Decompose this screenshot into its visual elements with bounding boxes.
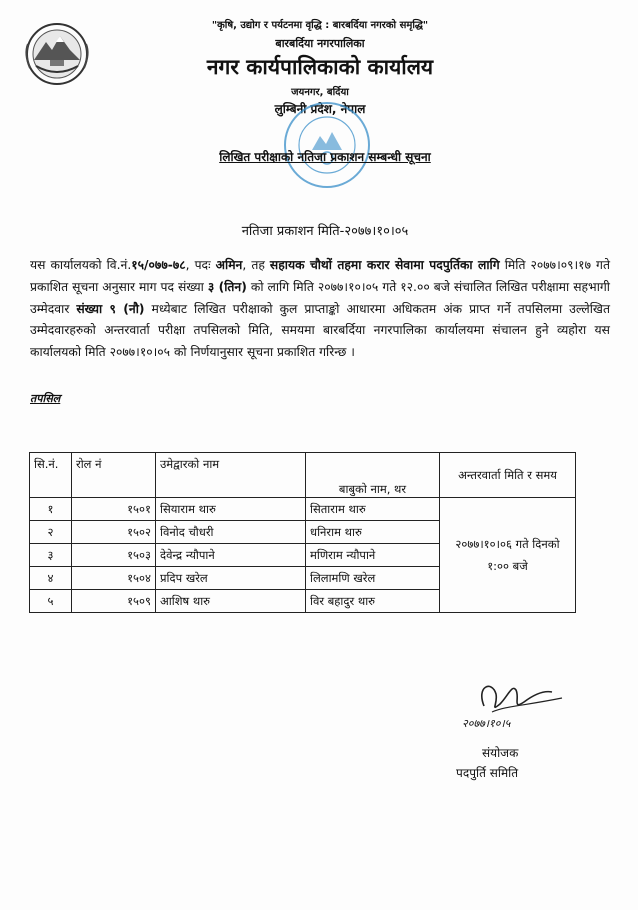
header-roll: रोल नं [72, 453, 156, 498]
cell-candidate-name: आशिष थारु [156, 590, 306, 613]
header-candidate-name: उमेद्वारको नाम [156, 453, 306, 498]
cell-roll: १५०१ [72, 498, 156, 521]
cell-roll: १५०४ [72, 567, 156, 590]
cell-serial: ५ [30, 590, 72, 613]
cell-roll: १५०३ [72, 544, 156, 567]
cell-father-name: लिलामणि खरेल [306, 567, 440, 590]
candidate-count: संख्या ९ (नौ) [76, 301, 145, 316]
post-name: अमिन [215, 258, 243, 272]
official-stamp [282, 100, 372, 190]
post-level: सहायक चौथों तहमा करार सेवामा पदपुर्तिका लागि [269, 258, 500, 272]
cell-serial: ३ [30, 544, 72, 567]
cell-candidate-name: सियाराम थारु [156, 498, 306, 521]
office-address: जयनगर, बर्दिया [291, 87, 349, 98]
candidate-table [29, 452, 576, 613]
notice-number: १५/०७७-७८ [131, 258, 186, 272]
motto: "कृषि, उद्योग र पर्यटनमा वृद्धि : बारबर्दिया नगरको समृद्धि" [211, 20, 429, 31]
province-name: लुम्बिनी प्रदेश, नेपाल [274, 102, 366, 116]
interview-time: १:०० बजे [487, 559, 528, 573]
signature-date: २०७७।१०।५ [462, 717, 511, 730]
table-row [30, 498, 576, 521]
signatory-title: संयोजक [482, 746, 519, 760]
header-serial: सि.नं. [30, 453, 72, 498]
table-header-row [30, 453, 576, 498]
government-emblem-icon [20, 20, 94, 88]
committee-name: पदपुर्ति समिति [456, 766, 519, 780]
cell-serial: ४ [30, 567, 72, 590]
header-father-name: बाबुको नाम, थर [306, 453, 440, 498]
cell-candidate-name: देवेन्द्र न्यौपाने [156, 544, 306, 567]
notice-body [30, 255, 610, 364]
body-text-2: , पदः [185, 258, 211, 272]
body-text-4: मिति २०७७।०९।१७ गते प्रकाशित सूचना अनुसार माग पद संख्या [30, 258, 610, 294]
body-text-3: , तह [242, 258, 265, 272]
vacancy-count: ३ (तिन) [207, 279, 247, 294]
cell-serial: २ [30, 521, 72, 544]
cell-candidate-name: विनोद चौधरी [156, 521, 306, 544]
cell-father-name: विर बहादुर थारु [306, 590, 440, 613]
details-label: तपसिल [30, 392, 61, 405]
cell-serial: १ [30, 498, 72, 521]
office-title: नगर कार्यपालिकाको कार्यालय [206, 54, 434, 79]
cell-interview-schedule [440, 498, 576, 613]
notice-subject: लिखित परीक्षाको नतिजा प्रकाशन सम्बन्धी सूचना [219, 150, 431, 164]
body-text-5: को लागि मिति २०७७।१०।०५ गते १२.०० बजे संचालित लिखित परीक्षामा सहभागी उम्मेदवार [30, 279, 610, 316]
body-text-6: मध्येबाट लिखित परीक्षाको कुल प्राप्ताङ्को आधारमा अधिकतम अंक प्राप्त गर्ने तपसिलमा उल्लेखित उम्मेदवारहरुको अन्तरवार्ता परीक्षा तपसिलको मिति, समयमा बारबर्दिया नगरपालिका कार्यालयमा संचालन हुने व्यहोरा यस कार्यालयको मिति २०७७।१०।०५ को निर्णयानुसार सूचना प्रकाशित गरिन्छ । [30, 301, 610, 360]
cell-father-name: सिताराम थारु [306, 498, 440, 521]
cell-father-name: मणिराम न्यौपाने [306, 544, 440, 567]
interview-date: २०७७।१०।०६ गते दिनको [455, 537, 560, 551]
municipality-name: बारबर्दिया नगरपालिका [275, 37, 365, 50]
cell-roll: १५०२ [72, 521, 156, 544]
result-publish-date: नतिजा प्रकाशन मिति-२०७७।१०।०५ [241, 224, 409, 239]
cell-roll: १५०९ [72, 590, 156, 613]
cell-father-name: धनिराम थारु [306, 521, 440, 544]
cell-candidate-name: प्रदिप खरेल [156, 567, 306, 590]
body-text-1: यस कार्यालयको वि.नं. [30, 258, 132, 272]
header-interview: अन्तरवार्ता मिति र समय [440, 453, 576, 498]
